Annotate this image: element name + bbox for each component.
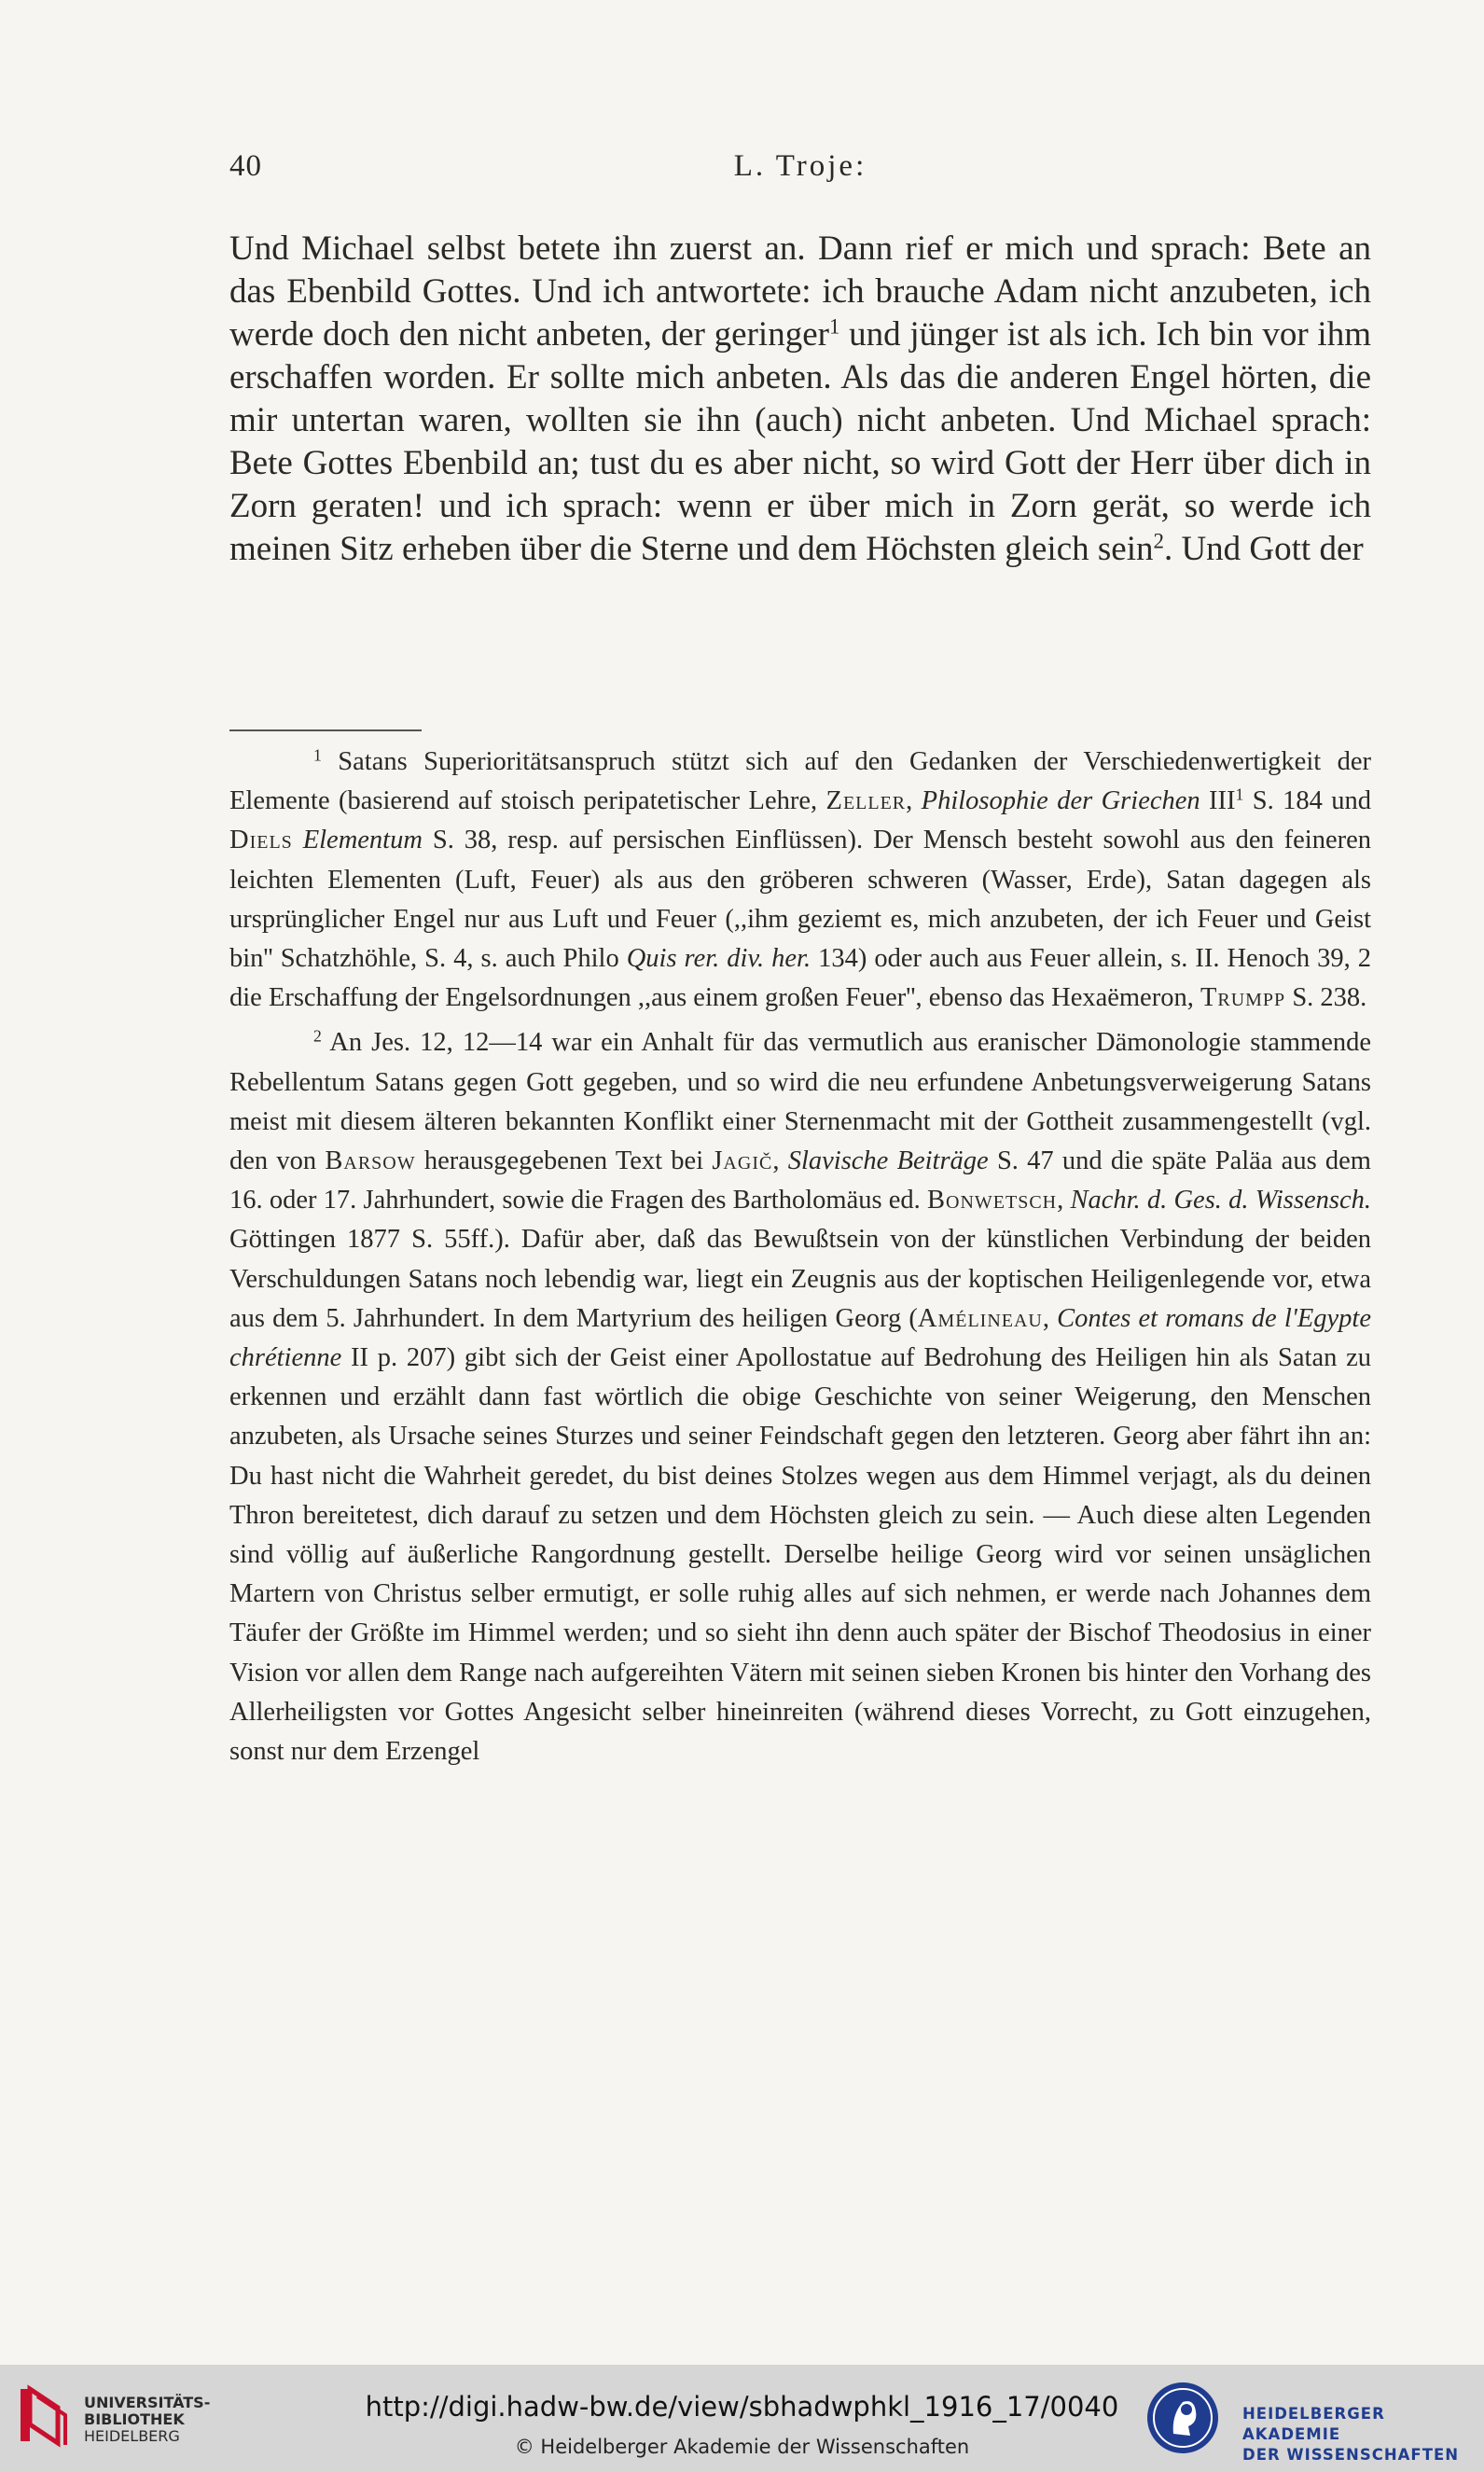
footnote-text [293, 826, 303, 854]
footnotes [229, 743, 1371, 1771]
academy-name-line: DER WISSENSCHAFTEN [1242, 2446, 1460, 2464]
academy-name [1242, 2404, 1484, 2465]
author-name: Barsow [325, 1146, 416, 1176]
copyright-notice: © Heidelberger Akademie der Wissenschaften [514, 2436, 970, 2458]
footnote-ref-1[interactable]: 1 [828, 314, 840, 339]
running-head [229, 149, 1371, 190]
page-number: 40 [229, 149, 262, 183]
footnote-text: , [906, 786, 922, 816]
footnote-text: S. 238. [1285, 983, 1367, 1013]
main-paragraph [229, 228, 1371, 571]
footnote-text: Göttingen 1877 S. 55ff.). Dafür aber, daß das Bewußtsein von der künstlichen Verbindung der beiden Verschuldungen Satans noch lebendig war, liegt ein Zeugnis aus der koptischen Heiligenlegende vor, etwa aus dem 5. Jahrhundert. In dem Martyrium des heiligen Georg ( [229, 1225, 1371, 1333]
main-text-part: Und Michael selbst betete ihn zuerst an. Dann rief er mich und sprach: Bete an das Ebenbild Gottes. Und ich antwortete: ich brauche Adam nicht anzubeten, ich werde doch den nicht anbeten, der geringer [229, 229, 1371, 354]
author-name: Trumpp [1200, 983, 1286, 1013]
footnote-mark: 2 [313, 1026, 322, 1046]
work-title: Quis rer. div. her. [626, 944, 811, 974]
running-title: L. Troje: [733, 149, 867, 183]
work-title: Nachr. d. Ges. d. Wissensch. [1070, 1186, 1371, 1215]
author-name: Amélineau [917, 1303, 1043, 1333]
footnote-text: S. 47 und die späte Paläa aus dem 16. oder 17. Jahrhundert, sowie die Fragen des Bartholomäus ed. [229, 1146, 1371, 1215]
footnote-text: An Jes. 12, 12—14 war ein Anhalt für das vermutlich aus eranischer Dämonologie stammende Rebellentum Satans gegen Gott gegeben, und so wird die neu erfundene Anbetungsverweigerung Satans meist mit diesem älteren bekannten Konflikt einer Sternenmacht mit der Gottheit zusammengestellt (vgl. den von [229, 1028, 1371, 1176]
footnote-divider [229, 729, 422, 731]
work-title: Philosophie der Griechen [921, 786, 1200, 816]
superscript: 1 [1235, 785, 1244, 804]
permalink-url[interactable]: http://digi.hadw-bw.de/view/sbhadwphkl_1916_17/0040 [365, 2391, 1119, 2423]
library-name-line: HEIDELBERG [84, 2427, 180, 2445]
footnote-ref-2[interactable]: 2 [1153, 529, 1164, 553]
footnote-2 [229, 1023, 1371, 1771]
footnote-text: 134) oder auch aus Feuer allein, s. II. Henoch 39, 2 die Erschaffung der Engelsordnungen ,,aus einem großen Feuer'', ebenso das Hexaëmeron, [229, 944, 1371, 1013]
work-title: Slavische Beiträge [787, 1146, 989, 1176]
footnote-text: III [1200, 786, 1236, 816]
footnote-mark: 1 [313, 745, 322, 765]
work-title: Elementum [302, 826, 423, 855]
footnote-text: , [772, 1146, 788, 1176]
footnote-1 [229, 743, 1371, 1018]
author-name: Jagič [712, 1146, 773, 1176]
footnote-text: II p. 207) gibt sich der Geist einer Apollostatue auf Bedrohung des Heiligen hin als Satan zu erkennen und erzählt dann fast wörtlich die obige Geschichte von seiner Weigerung, den Menschen anzubeten, als Ursache seines Sturzes und seiner Feindschaft gegen den letzteren. Georg aber fährt ihn an: Du hast nicht die Wahrheit geredet, du bist deines Stolzes wegen aus dem Himmel verjagt, als du deinen Thron bereitetest, dich darauf zu setzen und dem Höchsten gleich zu sein. — Auch diese alten Legenden sind völlig auf äußerliche Rangordnung gestellt. Derselbe heilige Georg wird vor seinen unsäglichen Martern von Christus selber ermutigt, er solle ruhig alles auf sich nehmen, er werde nach Johannes dem Täufer der Größte im Himmel werden; und so sieht ihn denn auch später der Bischof Theodosius in einer Vision vor allen dem Range nach aufgereihten Vätern mit seinen sieben Kronen bis hinter den Vorhang des Allerheiligsten vor Gottes Angesicht selber hineinreiten (während dieses Vorrecht, zu Gott einzugehen, sonst nur dem Erzengel [229, 1343, 1371, 1767]
work-title: Contes et romans de l'Egypte chrétienne [229, 1303, 1371, 1373]
academy-name-line: HEIDELBERGER AKADEMIE [1242, 2405, 1385, 2443]
author-name: Diels [229, 826, 293, 855]
footnote-text: , [1057, 1186, 1071, 1215]
footnote-text: Satans Superioritätsanspruch stützt sich auf den Gedanken der Verschiedenwertigkeit der Elemente (basierend auf stoisch peripatetischer Lehre, [229, 747, 1371, 816]
main-text-part: . Und Gott der [1163, 530, 1364, 568]
author-name: Zeller [825, 786, 907, 816]
footnote-text: herausgegebenen Text bei [415, 1146, 713, 1176]
academy-seal-logo-icon[interactable] [1145, 2378, 1220, 2458]
author-name: Bonwetsch [927, 1186, 1058, 1215]
footnote-text: , [1042, 1303, 1058, 1333]
viewer-footer [0, 2365, 1484, 2472]
footnote-text: S. 184 und [1243, 786, 1371, 816]
main-text-part: und jünger ist als ich. Ich bin vor ihm erschaffen worden. Er sollte mich anbeten. Als das die anderen Engel hörten, die mir untertan waren, wollten sie ihn (auch) nicht anbeten. Und Michael sprach: Bete Gottes Ebenbild an; tust du es aber nicht, so wird Gott der Herr über dich in Zorn geraten! und ich sprach: wenn er über mich in Zorn gerät, so werde ich meinen Sitz erheben über die Sterne und dem Höchsten gleich sein [229, 315, 1371, 568]
library-name-line: UNIVERSITÄTS- [84, 2394, 211, 2411]
main-text [229, 228, 1371, 571]
footnote-text: S. 38, resp. auf persischen Einflüssen). Der Mensch besteht sowohl aus den feineren leichten Elementen (Luft, Feuer) als aus den gröberen schweren (Wasser, Erde), Satan dagegen als ursprünglicher Engel nur aus Luft und Feuer (,,ihm geziemt es, mich anzubeten, der ich Feuer und Geist bin'' Schatzhöhle, S. 4, s. auch Philo [229, 826, 1371, 974]
library-name-line: BIBLIOTHEK [84, 2410, 185, 2428]
